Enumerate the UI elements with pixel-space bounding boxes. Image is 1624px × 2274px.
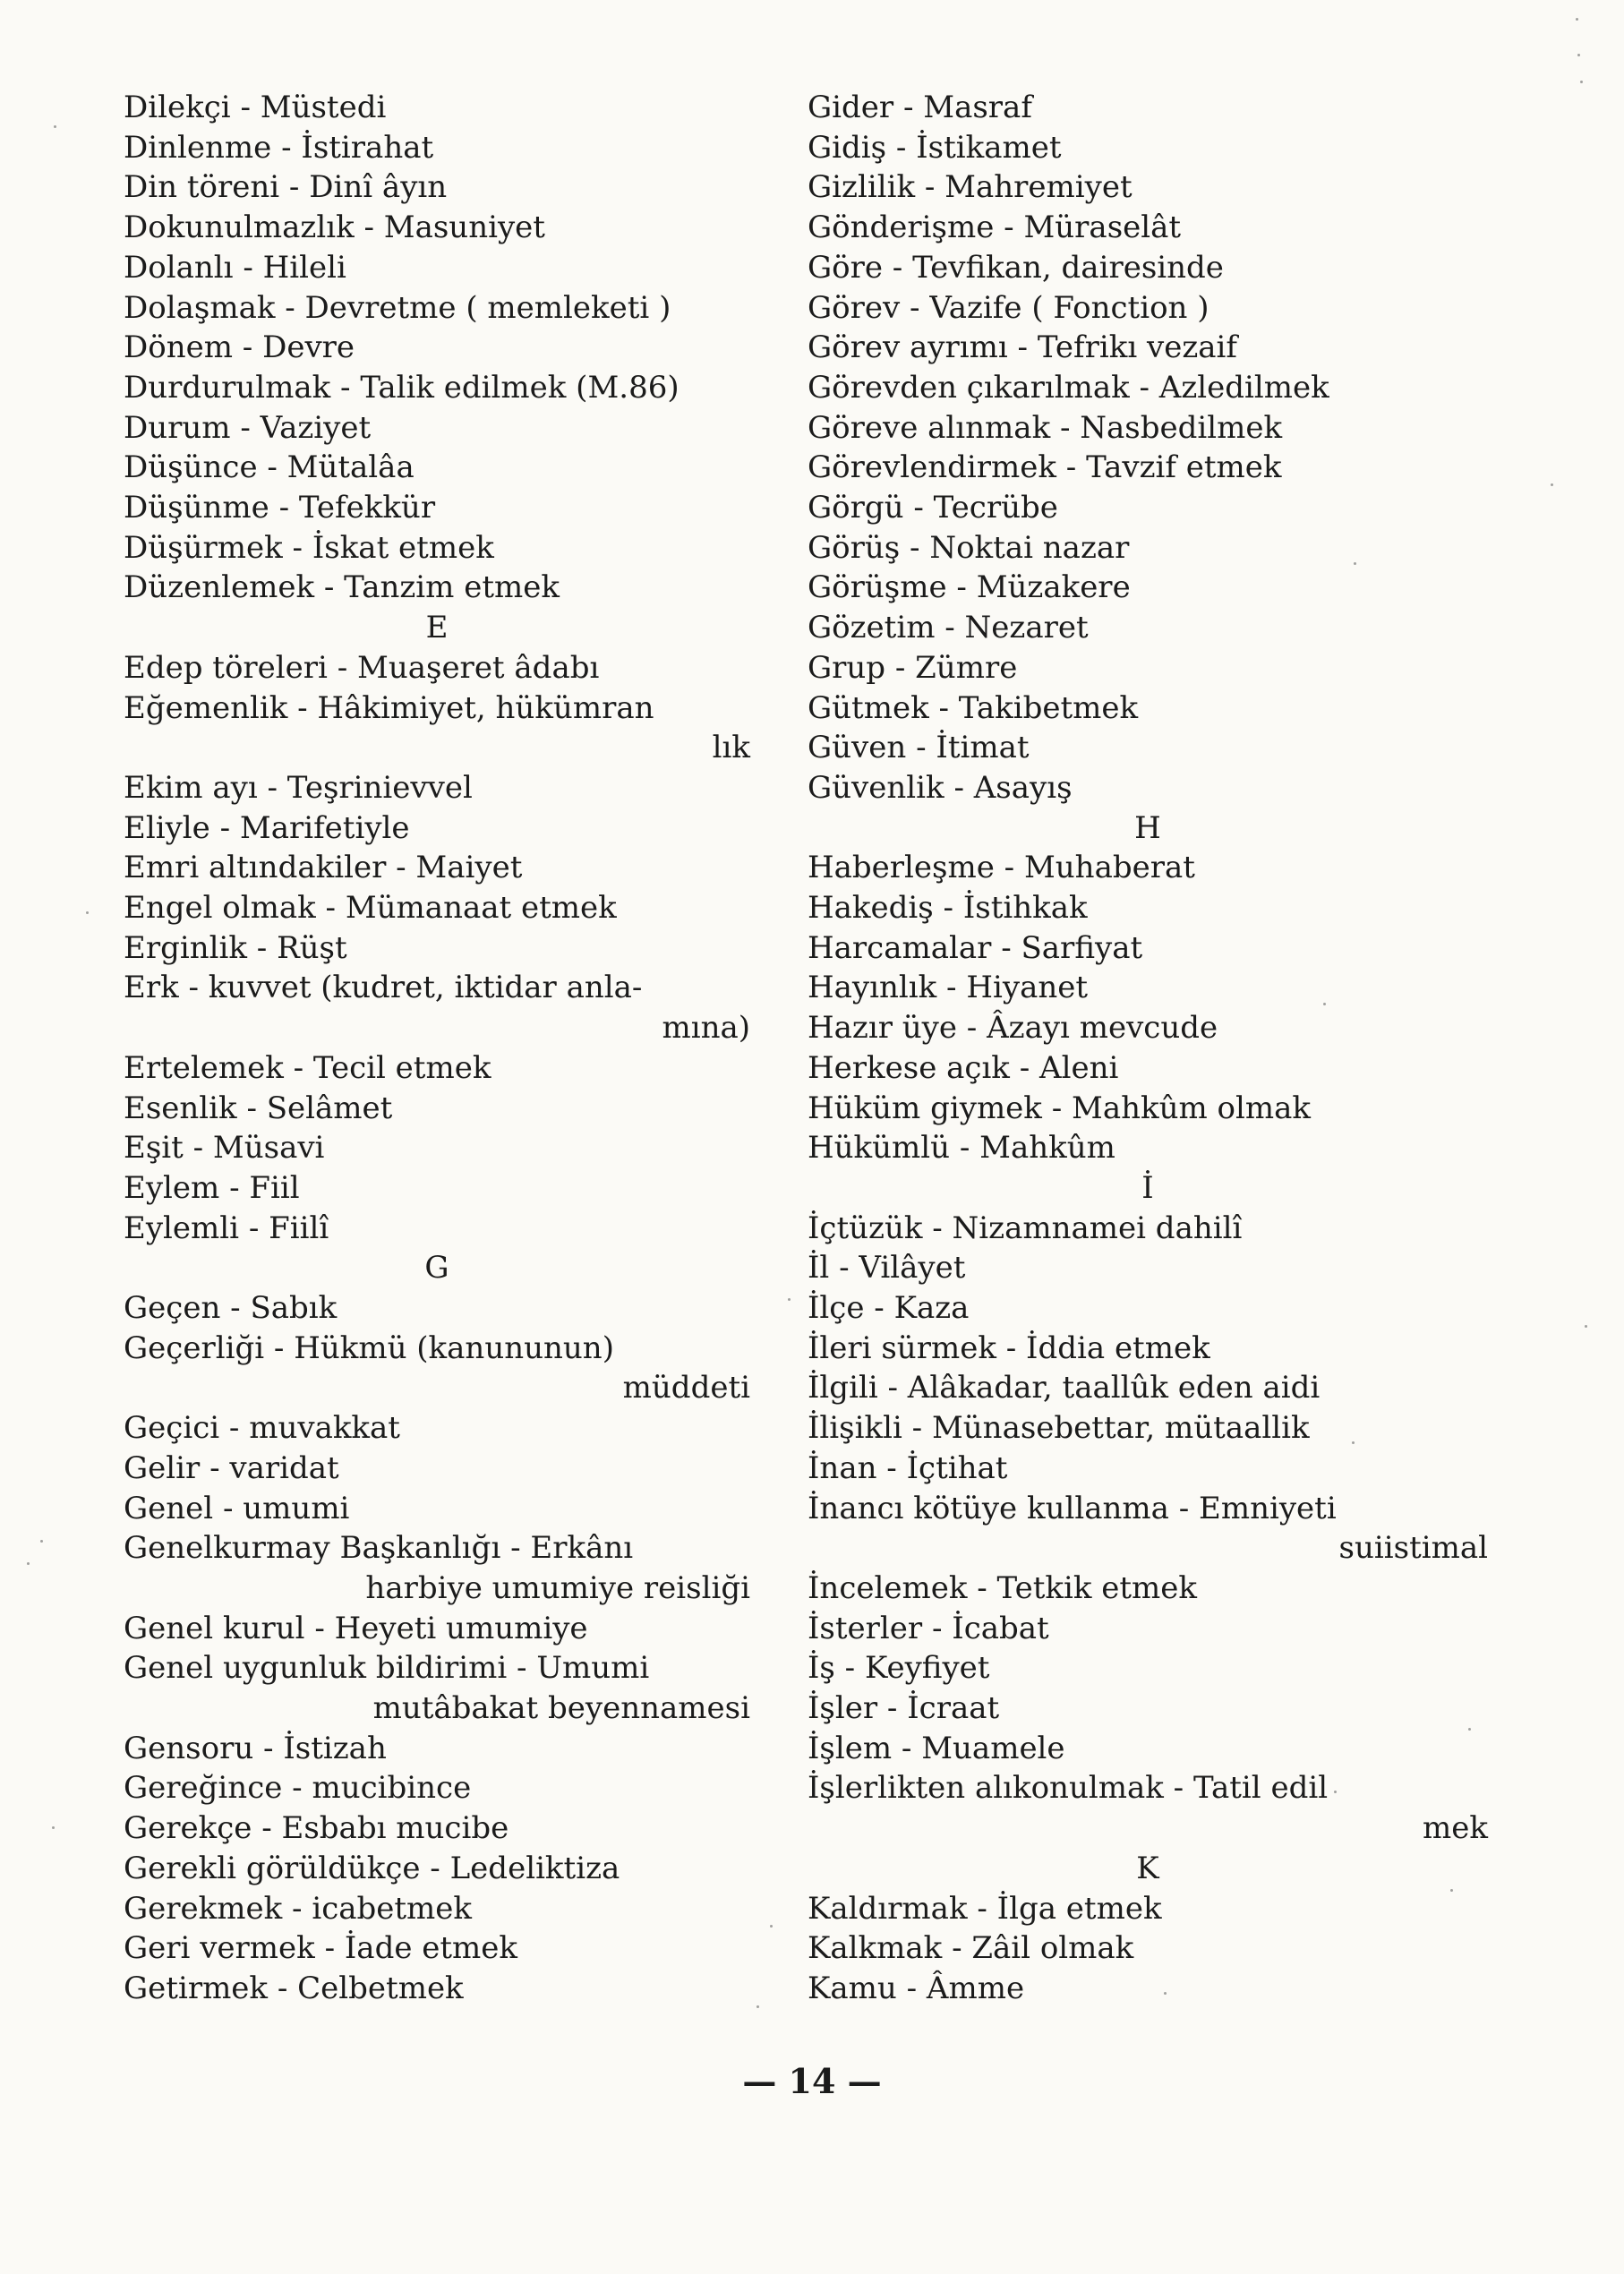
glossary-entry: İncelemek - Tetkik etmek [808,1569,1198,1606]
scan-speck [1164,1992,1167,1995]
glossary-entry: Grup - Zümre [808,649,1018,686]
glossary-entry: Düşürmek - İskat etmek [124,529,494,566]
glossary-entry: İnan - İçtihat [808,1449,1008,1486]
glossary-entry: Herkese açık - Aleni [808,1049,1119,1086]
glossary-entry: Durdurulmak - Talik edilmek (M.86) [124,369,680,406]
scan-speck [1334,1791,1337,1793]
glossary-entry: İleri sürmek - İddia etmek [808,1329,1210,1366]
section-letter: G [424,1250,449,1287]
glossary-entry: Genel kurul - Heyeti umumiye [124,1610,588,1646]
glossary-entry: İşlem - Muamele [808,1730,1065,1766]
glossary-entry: Eğemenlik - Hâkimiyet, hükümran [124,689,654,726]
glossary-entry: Görev ayrımı - Tefrikı vezaif [808,329,1237,366]
glossary-entry: Durum - Vaziyet [124,409,372,446]
glossary-entry: Güvenlik - Asayış [808,769,1073,806]
glossary-entry: İşlerlikten alıkonulmak - Tatil edil [808,1770,1329,1807]
scan-speck [1352,1441,1355,1444]
glossary-entry: Gütmek - Takibetmek [808,689,1139,726]
glossary-entry: Gereğince - mucibince [124,1770,472,1807]
scan-speck [1576,18,1578,21]
glossary-entry: Kalkmak - Zâil olmak [808,1930,1134,1967]
entry-continuation: harbiye umumiye reisliği [365,1569,750,1606]
page-number: — 14 — [742,2061,882,2101]
glossary-entry: Erginlik - Rüşt [124,929,347,966]
scan-speck [54,125,56,128]
scan-speck [788,1298,791,1301]
glossary-entry: Gidiş - İstikamet [808,129,1062,166]
glossary-entry: Emri altındakiler - Maiyet [124,850,523,886]
glossary-entry: Engel olmak - Mümanaat etmek [124,890,617,926]
glossary-entry: Dilekçi - Müstedi [124,90,387,125]
glossary-entry: Görgü - Tecrübe [808,490,1058,526]
scan-speck [1468,1728,1471,1731]
glossary-entry: Hüküm giymek - Mahkûm olmak [808,1090,1311,1126]
glossary-entry: Geçerliği - Hükmü (kanununun) [124,1329,614,1366]
scan-speck [770,1925,773,1928]
glossary-entry: İlgili - Alâkadar, taallûk eden aidi [808,1370,1321,1406]
glossary-entry: Dolanlı - Hileli [124,249,346,286]
section-letter: İ [1141,1169,1154,1206]
glossary-entry: Gensoru - İstizah [124,1730,387,1766]
glossary-entry: Geçen - Sabık [124,1290,338,1326]
glossary-entry: Kaldırmak - İlga etmek [808,1890,1162,1927]
glossary-entry: Gerekmek - icabetmek [124,1890,473,1927]
glossary-entry: Gider - Masraf [808,90,1032,125]
glossary-entry: Hazır üye - Âzayı mevcude [808,1010,1218,1047]
scan-speck [1585,1325,1587,1328]
glossary-entry: Gönderişme - Müraselât [808,209,1182,246]
glossary-entry: Geri vermek - İade etmek [124,1930,518,1967]
glossary-entry: Güven - İtimat [808,730,1030,766]
glossary-entry: Düşünme - Tefekkür [124,490,436,526]
glossary-entry: Eşit - Müsavi [124,1130,325,1167]
scan-speck [52,1826,55,1829]
glossary-entry: Dönem - Devre [124,329,355,366]
glossary-entry: Eliyle - Marifetiyle [124,809,410,846]
scan-speck [86,911,89,914]
entry-continuation: müddeti [622,1370,750,1406]
glossary-entry: Düzenlemek - Tanzim etmek [124,569,560,606]
glossary-entry: Görevden çıkarılmak - Azledilmek [808,369,1329,406]
glossary-entry: Geçici - muvakkat [124,1410,400,1447]
glossary-entry: Eylem - Fiil [124,1169,300,1206]
entry-continuation: mek [1423,1810,1488,1847]
glossary-entry: Görüşme - Müzakere [808,569,1131,606]
scan-speck [1354,562,1356,565]
glossary-entry: Görev - Vazife ( Fonction ) [808,289,1209,326]
scan-speck [1323,1003,1326,1005]
glossary-entry: Hayınlık - Hiyanet [808,970,1089,1006]
glossary-entry: Erk - kuvvet (kudret, iktidar anla- [124,970,643,1006]
glossary-entry: Göreve alınmak - Nasbedilmek [808,409,1283,446]
glossary-entry: Edep töreleri - Muaşeret âdabı [124,649,600,686]
scan-speck [27,1562,30,1565]
glossary-entry: Harcamalar - Sarfiyat [808,929,1143,966]
glossary-entry: Genelkurmay Başkanlığı - Erkânı [124,1530,634,1567]
entry-continuation: mutâbakat beyennamesi [372,1690,750,1726]
glossary-entry: Düşünce - Mütalâa [124,449,415,486]
glossary-entry: Gizlilik - Mahremiyet [808,169,1133,206]
entry-continuation: suiistimal [1338,1530,1488,1567]
glossary-entry: Dolaşmak - Devretme ( memleketi ) [124,289,671,326]
glossary-entry: İnancı kötüye kullanma - Emniyeti [808,1490,1337,1526]
entry-continuation: lık [712,730,750,766]
glossary-entry: Gelir - varidat [124,1449,339,1486]
glossary-entry: Hükümlü - Mahkûm [808,1130,1115,1167]
scan-speck [756,2005,759,2008]
scan-speck [40,1540,43,1543]
section-letter: K [1136,1850,1159,1886]
glossary-entry: Görevlendirmek - Tavzif etmek [808,449,1282,486]
glossary-entry: Göre - Tevfikan, dairesinde [808,249,1224,286]
glossary-entry: Din töreni - Dinî âyın [124,169,448,206]
glossary-entry: İlçe - Kaza [808,1290,970,1326]
glossary-entry: Ertelemek - Tecil etmek [124,1049,491,1086]
glossary-entry: Görüş - Noktai nazar [808,529,1130,566]
glossary-entry: Dinlenme - İstirahat [124,129,434,166]
glossary-entry: Gerekli görüldükçe - Ledeliktiza [124,1850,620,1886]
section-letter: E [425,610,449,646]
section-letter: H [1134,809,1161,846]
glossary-entry: İsterler - İcabat [808,1610,1049,1646]
glossary-entry: Genel uygunluk bildirimi - Umumi [124,1650,650,1687]
glossary-entry: Dokunulmazlık - Masuniyet [124,209,545,246]
glossary-entry: Getirmek - Celbetmek [124,1970,464,2006]
scan-speck [1577,54,1580,56]
glossary-entry: Ekim ayı - Teşrinievvel [124,769,473,806]
glossary-entry: Eylemli - Fiilî [124,1210,329,1246]
glossary-entry: İlişikli - Münasebettar, mütaallik [808,1410,1310,1447]
glossary-entry: Haberleşme - Muhaberat [808,850,1195,886]
glossary-entry: İş - Keyfiyet [808,1650,990,1687]
entry-continuation: mına) [662,1010,750,1047]
glossary-entry: Hakediş - İstihkak [808,890,1088,926]
glossary-entry: İşler - İcraat [808,1690,1000,1726]
glossary-entry: Genel - umumi [124,1490,350,1526]
scan-speck [1551,483,1553,486]
glossary-entry: Kamu - Âmme [808,1970,1025,2006]
glossary-entry: Esenlik - Selâmet [124,1090,393,1126]
glossary-entry: İl - Vilâyet [808,1250,966,1287]
scan-speck [1580,81,1583,83]
glossary-entry: Gerekçe - Esbabı mucibe [124,1810,509,1847]
glossary-entry: Gözetim - Nezaret [808,610,1089,646]
glossary-entry: İçtüzük - Nizamnamei dahilî [808,1210,1243,1246]
scan-speck [1450,1889,1453,1892]
